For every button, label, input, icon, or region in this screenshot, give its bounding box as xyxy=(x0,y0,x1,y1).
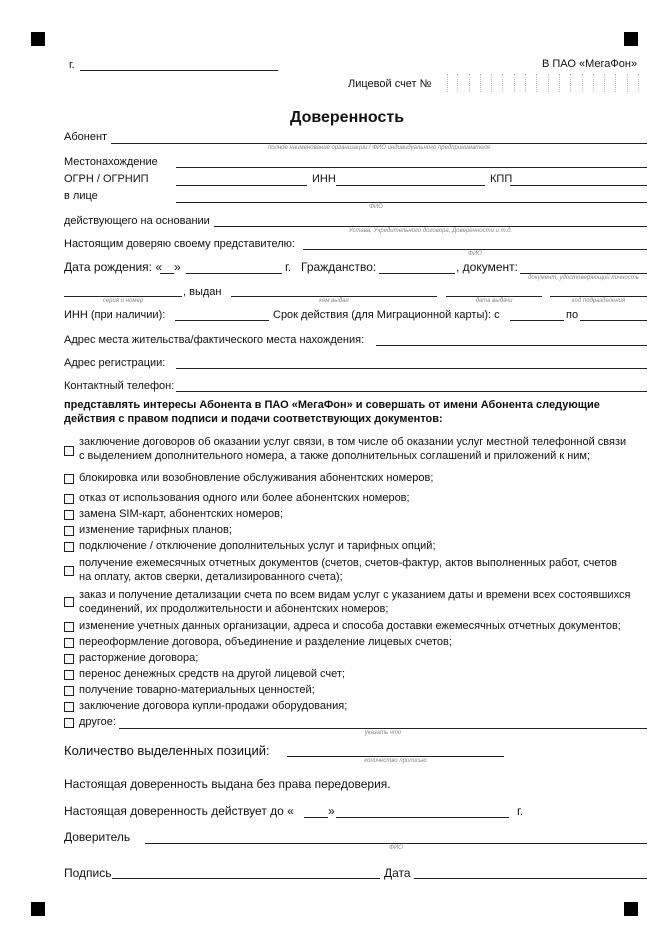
account-number-grid[interactable] xyxy=(447,74,639,92)
city-field[interactable] xyxy=(80,70,278,71)
subscriber-field[interactable] xyxy=(111,143,647,144)
document-hint: документ, удостоверяющий личность xyxy=(528,275,639,281)
option-label: на оплату, актов сверки, детализированного счета); xyxy=(79,571,343,583)
acting-basis-hint: Устава, Учредительного договора, Доверенности и т.д. xyxy=(348,228,513,234)
option-label: получение ежемесячных отчетных документов (счетов, счетов-фактур, актов выполненных работ, счетов xyxy=(79,557,618,569)
option-label: заключение договора купли-продажи оборудования; xyxy=(79,700,348,712)
option-label: с выделением дополнительного номера, а также дополнительных соглашений и приложений к ним; xyxy=(79,450,591,462)
option-label-other: другое: xyxy=(79,716,116,728)
in-person-hint: ФИО xyxy=(369,204,383,210)
birth-year-suffix: г. xyxy=(285,260,292,274)
option-label: заключение договоров об оказании услуг связи, в том числе об оказании услуг местной телефонной связи xyxy=(79,436,627,448)
option-checkbox[interactable] xyxy=(64,542,74,552)
option-label: подключение / отключение дополнительных услуг и тарифных опций; xyxy=(79,540,436,552)
registration-label: Адрес регистрации: xyxy=(64,357,166,369)
city-label: г. xyxy=(69,59,75,71)
valid-close-quote: » xyxy=(328,804,335,818)
validity-label: Срок действия (для Миграционной карты): с xyxy=(273,309,500,321)
date-field[interactable] xyxy=(414,878,647,879)
registration-mark-bottom-left xyxy=(31,902,45,916)
option-label: изменение учетных данных организации, адреса и способа доставки ежемесячных отчетных документов; xyxy=(79,620,621,632)
inn-label: ИНН xyxy=(312,173,336,185)
principal-label: Доверитель xyxy=(64,830,131,844)
principal-field[interactable] xyxy=(145,843,647,844)
acting-basis-field[interactable] xyxy=(214,226,647,227)
signature-label: Подпись xyxy=(64,866,112,880)
residence-label: Адрес места жительства/фактического места нахождения: xyxy=(64,334,365,346)
in-person-label: в лице xyxy=(64,190,98,202)
option-checkbox[interactable] xyxy=(64,686,74,696)
registration-mark-top-left xyxy=(31,32,45,46)
dept-code-field[interactable] xyxy=(550,296,647,297)
authority-intro-line-1: представлять интересы Абонента в ПАО «МегаФон» и совершать от имени Абонента следующие xyxy=(64,399,600,411)
addressee: В ПАО «МегаФон» xyxy=(542,58,638,70)
ogrn-field[interactable] xyxy=(176,185,307,186)
ogrn-label: ОГРН / ОГРНИП xyxy=(64,173,149,185)
trust-rep-label: Настоящим доверяю своему представителю: xyxy=(64,238,295,250)
valid-month-year-field[interactable] xyxy=(336,817,509,818)
inn-field[interactable] xyxy=(336,185,485,186)
other-hint: указать что xyxy=(364,730,402,736)
inn-optional-field[interactable] xyxy=(175,320,269,321)
option-checkbox[interactable] xyxy=(64,670,74,680)
option-checkbox[interactable] xyxy=(64,494,74,504)
birth-month-year-field[interactable] xyxy=(186,273,282,274)
option-label: замена SIM-карт, абонентских номеров; xyxy=(79,508,284,520)
valid-until-label: Настоящая доверенность действует до « xyxy=(64,804,294,818)
count-field[interactable] xyxy=(287,756,504,757)
acting-basis-label: действующего на основании xyxy=(64,215,210,227)
dept-code-hint: код подразделения xyxy=(571,298,626,304)
option-label: перенос денежных средств на другой лицевой счет; xyxy=(79,668,346,680)
issue-date-field[interactable] xyxy=(446,296,542,297)
option-label: изменение тарифных планов; xyxy=(79,524,232,536)
validity-from-field[interactable] xyxy=(510,320,564,321)
document-label: , документ: xyxy=(456,260,518,274)
option-label: получение товарно-материальных ценностей; xyxy=(79,684,315,696)
option-checkbox[interactable] xyxy=(64,446,74,456)
signature-field[interactable] xyxy=(112,878,380,879)
principal-hint: ФИО xyxy=(389,845,403,851)
birth-date-label: Дата рождения: « xyxy=(64,260,162,274)
option-label: расторжение договора; xyxy=(79,652,199,664)
option-checkbox[interactable] xyxy=(64,510,74,520)
date-label: Дата xyxy=(384,866,411,880)
series-hint: серия и номер xyxy=(102,298,144,304)
option-label: отказ от использования одного или более абонентских номеров; xyxy=(79,492,410,504)
birth-day-field[interactable] xyxy=(160,273,174,274)
count-label: Количество выделенных позиций: xyxy=(64,743,270,758)
option-checkbox[interactable] xyxy=(64,622,74,632)
option-label: соединений, их продолжительности и абонентских номеров; xyxy=(79,603,389,615)
account-label: Лицевой счет № xyxy=(348,78,432,90)
series-number-field[interactable] xyxy=(64,296,182,297)
option-checkbox[interactable] xyxy=(64,638,74,648)
registration-field[interactable] xyxy=(176,368,647,369)
kpp-field[interactable] xyxy=(510,185,647,186)
subscriber-label: Абонент xyxy=(64,131,108,143)
option-label: блокировка или возобновление обслуживания абонентских номеров; xyxy=(79,472,434,484)
phone-label: Контактный телефон: xyxy=(64,380,175,392)
issuer-field[interactable] xyxy=(231,296,437,297)
valid-day-field[interactable] xyxy=(304,817,328,818)
citizenship-field[interactable] xyxy=(379,273,455,274)
option-label: переоформление договора, объединение и разделение лицевых счетов; xyxy=(79,636,452,648)
option-checkbox[interactable] xyxy=(64,526,74,536)
issuer-hint: кем выдан xyxy=(319,298,349,304)
issue-date-hint: дата выдачи xyxy=(475,298,513,304)
location-field[interactable] xyxy=(176,167,647,168)
option-label: заказ и получение детализации счета по всем видам услуг с указанием даты и времени всех состоявшихся xyxy=(79,589,631,601)
registration-mark-bottom-right xyxy=(624,902,638,916)
option-checkbox[interactable] xyxy=(64,702,74,712)
registration-mark-top-right xyxy=(624,32,638,46)
kpp-label: КПП xyxy=(490,173,513,185)
page-title: Доверенность xyxy=(290,109,405,126)
option-checkbox[interactable] xyxy=(64,597,74,607)
count-hint: количество прописью xyxy=(364,758,427,764)
option-checkbox[interactable] xyxy=(64,474,74,484)
in-person-field[interactable] xyxy=(176,202,647,203)
validity-to-label: по xyxy=(566,309,579,321)
option-checkbox[interactable] xyxy=(64,566,74,576)
location-label: Местонахождение xyxy=(64,156,158,168)
authority-intro-line-2: действия с правом подписи и подачи соответствующих документов: xyxy=(64,413,443,425)
option-checkbox-other[interactable] xyxy=(64,718,74,728)
representative-field[interactable] xyxy=(303,249,647,250)
issued-label: , выдан xyxy=(183,286,222,298)
citizenship-label: Гражданство: xyxy=(301,260,377,274)
validity-to-field[interactable] xyxy=(580,320,647,321)
option-checkbox[interactable] xyxy=(64,654,74,664)
valid-year-suffix: г. xyxy=(517,804,524,818)
birth-close-quote: » xyxy=(174,260,181,274)
other-field[interactable] xyxy=(119,728,647,729)
representative-hint: ФИО xyxy=(468,251,482,257)
phone-field[interactable] xyxy=(176,391,647,392)
inn-optional-label: ИНН (при наличии): xyxy=(64,309,166,321)
no-redelegation: Настоящая доверенность выдана без права передоверия. xyxy=(64,777,391,791)
document-field[interactable] xyxy=(520,273,647,274)
subscriber-hint: полное наименование организации / ФИО индивидуального предпринимателя xyxy=(267,145,491,151)
residence-field[interactable] xyxy=(376,345,647,346)
